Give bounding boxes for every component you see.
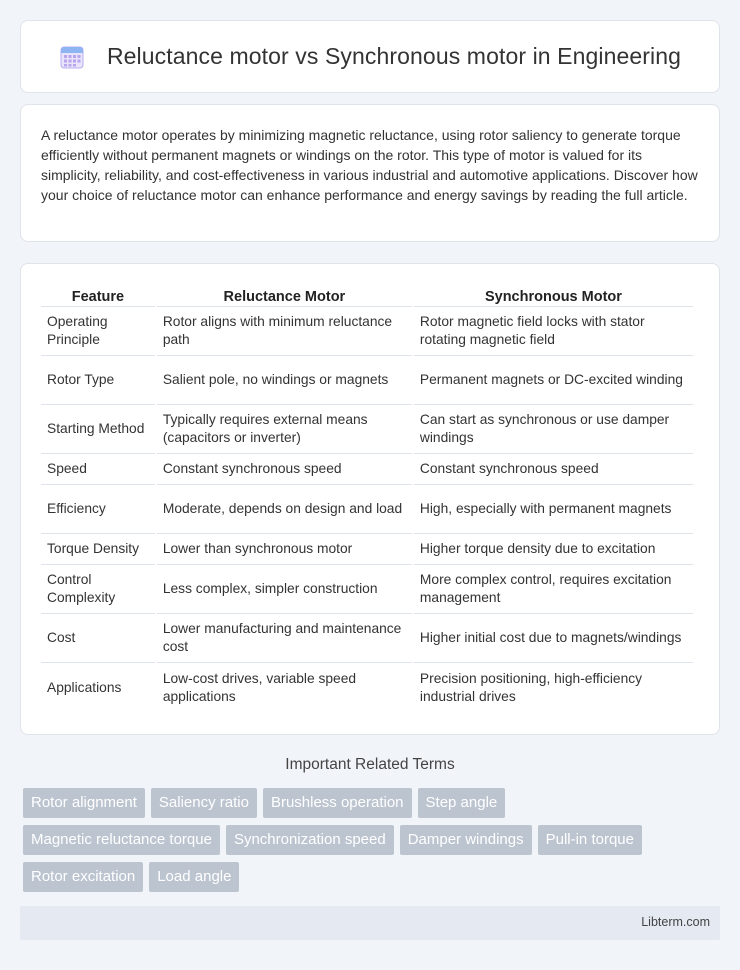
table-row bbox=[41, 663, 693, 712]
table-cell-synchronous: More complex control, requires excitation management bbox=[414, 565, 693, 614]
table-cell-synchronous: Permanent magnets or DC-excited winding bbox=[414, 356, 693, 405]
related-terms-tags bbox=[23, 788, 723, 899]
tag-damper-windings[interactable]: Damper windings bbox=[400, 825, 532, 855]
table-cell-feature: Efficiency bbox=[41, 485, 155, 534]
table-row bbox=[41, 485, 693, 534]
table-cell-synchronous: Can start as synchronous or use damper windings bbox=[414, 405, 693, 454]
table-cell-reluctance: Low-cost drives, variable speed applications bbox=[162, 670, 357, 704]
table-cell-feature: Starting Method bbox=[41, 405, 155, 454]
table-cell-synchronous: Rotor magnetic field locks with stator rotating magnetic field bbox=[414, 307, 693, 356]
table-cell-synchronous: Higher initial cost due to magnets/windings bbox=[414, 614, 693, 663]
header-synchronous-motor: Synchronous Motor bbox=[414, 286, 693, 307]
footer bbox=[20, 906, 720, 940]
tag-magnetic-reluctance-torque[interactable]: Magnetic reluctance torque bbox=[23, 825, 220, 855]
table-cell-reluctance: Constant synchronous speed bbox=[157, 454, 412, 485]
header-reluctance-motor: Reluctance Motor bbox=[157, 286, 412, 307]
table-row bbox=[41, 614, 693, 663]
table-cell-reluctance: Lower than synchronous motor bbox=[157, 534, 412, 565]
table-cell-feature: Rotor Type bbox=[41, 356, 155, 405]
table-cell-feature: Cost bbox=[41, 614, 155, 663]
table-row bbox=[41, 356, 693, 405]
related-terms-title: Important Related Terms bbox=[285, 756, 455, 773]
table-cell-feature: Torque Density bbox=[41, 534, 155, 565]
table-cell-reluctance: Salient pole, no windings or magnets bbox=[157, 356, 412, 405]
tag-row bbox=[23, 788, 723, 818]
table-cell-feature: Control Complexity bbox=[41, 565, 155, 614]
table-cell-feature: Operating Principle bbox=[41, 307, 155, 356]
table-cell-synchronous: Constant synchronous speed bbox=[414, 454, 693, 485]
table-cell-reluctance: Typically requires external means (capacitors or inverter) bbox=[157, 405, 412, 454]
header-card bbox=[20, 20, 720, 93]
tag-pull-in-torque[interactable]: Pull-in torque bbox=[538, 825, 642, 855]
table-cell-reluctance: Less complex, simpler construction bbox=[157, 565, 412, 614]
comparison-table-card bbox=[20, 263, 720, 735]
table-cell-synchronous: High, especially with permanent magnets bbox=[414, 485, 693, 534]
table-row bbox=[41, 307, 693, 356]
tag-step-angle[interactable]: Step angle bbox=[418, 788, 506, 818]
table-row bbox=[41, 565, 693, 614]
tag-row bbox=[23, 825, 723, 855]
calendar-grid-icon bbox=[59, 44, 85, 70]
table-cell-reluctance: Lower manufacturing and maintenance cost bbox=[157, 614, 412, 663]
header-feature: Feature bbox=[41, 286, 155, 307]
table-cell-feature: Speed bbox=[41, 454, 155, 485]
tag-synchronization-speed[interactable]: Synchronization speed bbox=[226, 825, 394, 855]
tag-brushless-operation[interactable]: Brushless operation bbox=[263, 788, 412, 818]
tag-rotor-alignment[interactable]: Rotor alignment bbox=[23, 788, 145, 818]
table-header-row bbox=[41, 286, 693, 307]
table-cell-reluctance: Moderate, depends on design and load bbox=[157, 485, 412, 534]
table-row bbox=[41, 454, 693, 485]
comparison-table bbox=[39, 286, 695, 712]
table-cell-synchronous: Precision positioning, high-efficiency industrial drives bbox=[419, 670, 643, 704]
tag-row bbox=[23, 862, 723, 892]
intro-card bbox=[20, 104, 720, 242]
footer-site-link[interactable]: Libterm.com bbox=[641, 915, 710, 929]
page-title: Reluctance motor vs Synchronous motor in Engineering bbox=[106, 43, 682, 69]
table-row bbox=[41, 534, 693, 565]
table-cell-reluctance: Rotor aligns with minimum reluctance path bbox=[157, 307, 412, 356]
table-row bbox=[41, 405, 693, 454]
table-cell-synchronous: Higher torque density due to excitation bbox=[414, 534, 693, 565]
table-cell-feature: Applications bbox=[47, 679, 122, 695]
tag-load-angle[interactable]: Load angle bbox=[149, 862, 239, 892]
intro-text: A reluctance motor operates by minimizing magnetic reluctance, using rotor saliency to generate torque efficiently without permanent magnets or windings on the rotor. This type of motor is valued for its simplicity, reliability, and cost-effectiveness in various industrial and automotive applications. Discover how your choice of reluctance motor can enhance performance and energy savings by reading the full article. bbox=[41, 127, 698, 203]
tag-rotor-excitation[interactable]: Rotor excitation bbox=[23, 862, 143, 892]
tag-saliency-ratio[interactable]: Saliency ratio bbox=[151, 788, 257, 818]
